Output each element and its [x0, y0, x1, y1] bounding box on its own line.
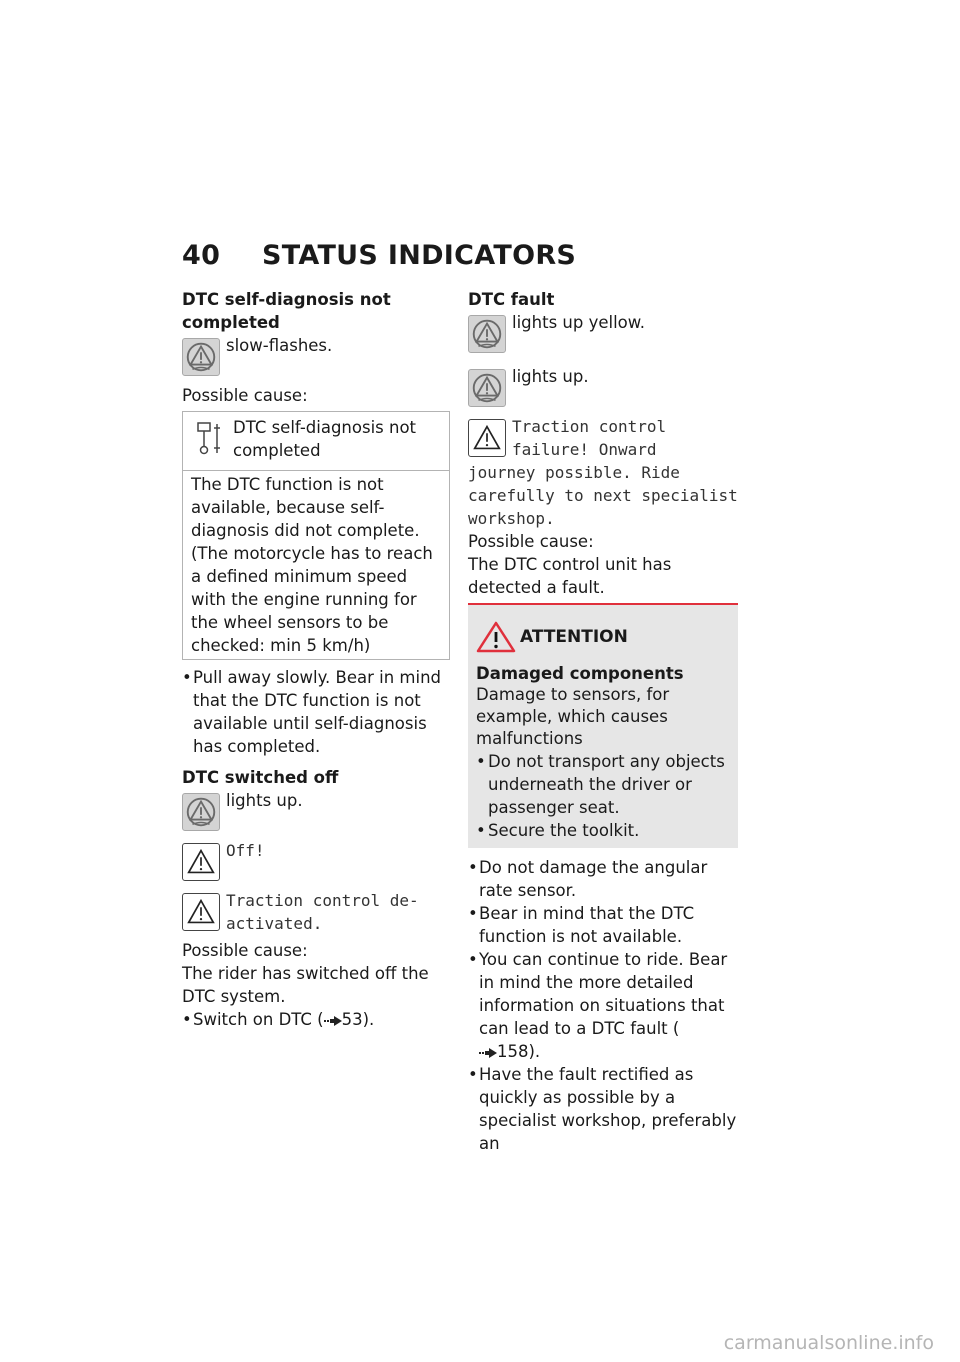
attention-text: Damage to sensors, for example, which causes malfunctions	[476, 685, 670, 748]
indicator-text: slow-flashes.	[226, 336, 333, 355]
section-title-dtc-off: DTC switched off	[182, 768, 339, 787]
list-item: • Secure the toolkit.	[476, 819, 730, 842]
display-message-row	[468, 415, 738, 461]
watermark: carmanualsonline.info	[723, 1332, 934, 1354]
cause-table-header	[183, 412, 449, 471]
cause-table	[182, 411, 450, 660]
display-message-continued: journey possible. Ride carefully to next specialist workshop.	[468, 463, 738, 528]
warning-triangle-icon	[182, 843, 220, 881]
attention-box	[468, 603, 738, 848]
page-ref-number[interactable]: 53	[341, 1010, 363, 1029]
indicator-text: lights up.	[512, 367, 589, 386]
instruction-list	[182, 1008, 450, 1031]
indicator-row	[182, 334, 450, 380]
indicator-text: lights up yellow.	[512, 313, 645, 332]
page-title: STATUS INDICATORS	[262, 240, 577, 271]
list-item: • Pull away slowly. Bear in mind that the DTC function is not available until self-diagnosis has completed.	[182, 666, 450, 758]
attention-title: ATTENTION	[520, 627, 628, 647]
section-title-dtc-fault: DTC fault	[468, 290, 555, 309]
list-item-text: ).	[362, 1010, 375, 1029]
instruction-list	[468, 856, 738, 1155]
dtc-traction-icon	[468, 315, 506, 353]
list-item-text: You can continue to ride. Bear in mind the more detailed information on situations that can lead to a DTC fault (	[479, 950, 728, 1038]
list-item	[468, 948, 738, 1063]
display-message-line: failure! Onward	[512, 440, 657, 459]
right-column	[468, 288, 738, 1155]
list-item: • Have the fault rectified as quickly as possible by a specialist workshop, preferably an	[468, 1063, 738, 1155]
attention-icon	[476, 621, 516, 653]
display-message: Off!	[226, 841, 265, 860]
display-message-row	[182, 889, 450, 935]
section-title-self-diagnosis: DTC self-diagnosis not completed	[182, 290, 391, 332]
attention-subheading: Damaged components	[476, 664, 684, 683]
dtc-traction-icon	[182, 793, 220, 831]
warning-triangle-icon	[468, 419, 506, 457]
cause-text: The rider has switched off the DTC system.	[182, 964, 429, 1006]
possible-cause-label: Possible cause:	[468, 532, 594, 551]
wheel-sensor-icon	[195, 420, 223, 456]
list-item-text: ).	[528, 1042, 541, 1061]
dtc-traction-icon	[468, 369, 506, 407]
page-reference-arrow-icon	[479, 1048, 497, 1058]
display-message-line: Traction control	[512, 417, 667, 436]
indicator-row	[468, 311, 738, 361]
possible-cause-label: Possible cause:	[182, 941, 308, 960]
page-header	[182, 240, 576, 271]
cause-table-title: DTC self-diagnosis not completed	[233, 418, 417, 460]
display-message-row	[182, 839, 450, 885]
page-reference-arrow-icon	[324, 1016, 342, 1026]
page-number: 40	[182, 240, 221, 271]
instruction-list	[182, 666, 450, 758]
indicator-row	[182, 789, 450, 835]
list-item-text: Switch on DTC (	[193, 1010, 324, 1029]
list-item: • Do not damage the angular rate sensor.	[468, 856, 738, 902]
left-column	[182, 288, 450, 1031]
list-item: • Bear in mind that the DTC function is not available.	[468, 902, 738, 948]
attention-list	[476, 750, 730, 842]
list-item	[182, 1008, 450, 1031]
cause-text: The DTC control unit has detected a fault.	[468, 555, 672, 597]
possible-cause-label: Possible cause:	[182, 386, 308, 405]
cause-table-body: The DTC function is not available, because self-diagnosis did not complete. (The motorcycle has to reach a defined minimum speed with the engine running for the wheel sensors to be checked: min 5 km/h)	[191, 475, 433, 655]
attention-heading	[476, 621, 730, 653]
display-message: Traction control de-activated.	[226, 891, 419, 933]
list-item: • Do not transport any objects underneath the driver or passenger seat.	[476, 750, 730, 819]
indicator-row	[468, 365, 738, 411]
dtc-traction-icon	[182, 338, 220, 376]
warning-triangle-icon	[182, 893, 220, 931]
indicator-text: lights up.	[226, 791, 303, 810]
page-ref-number[interactable]: 158	[497, 1042, 529, 1061]
